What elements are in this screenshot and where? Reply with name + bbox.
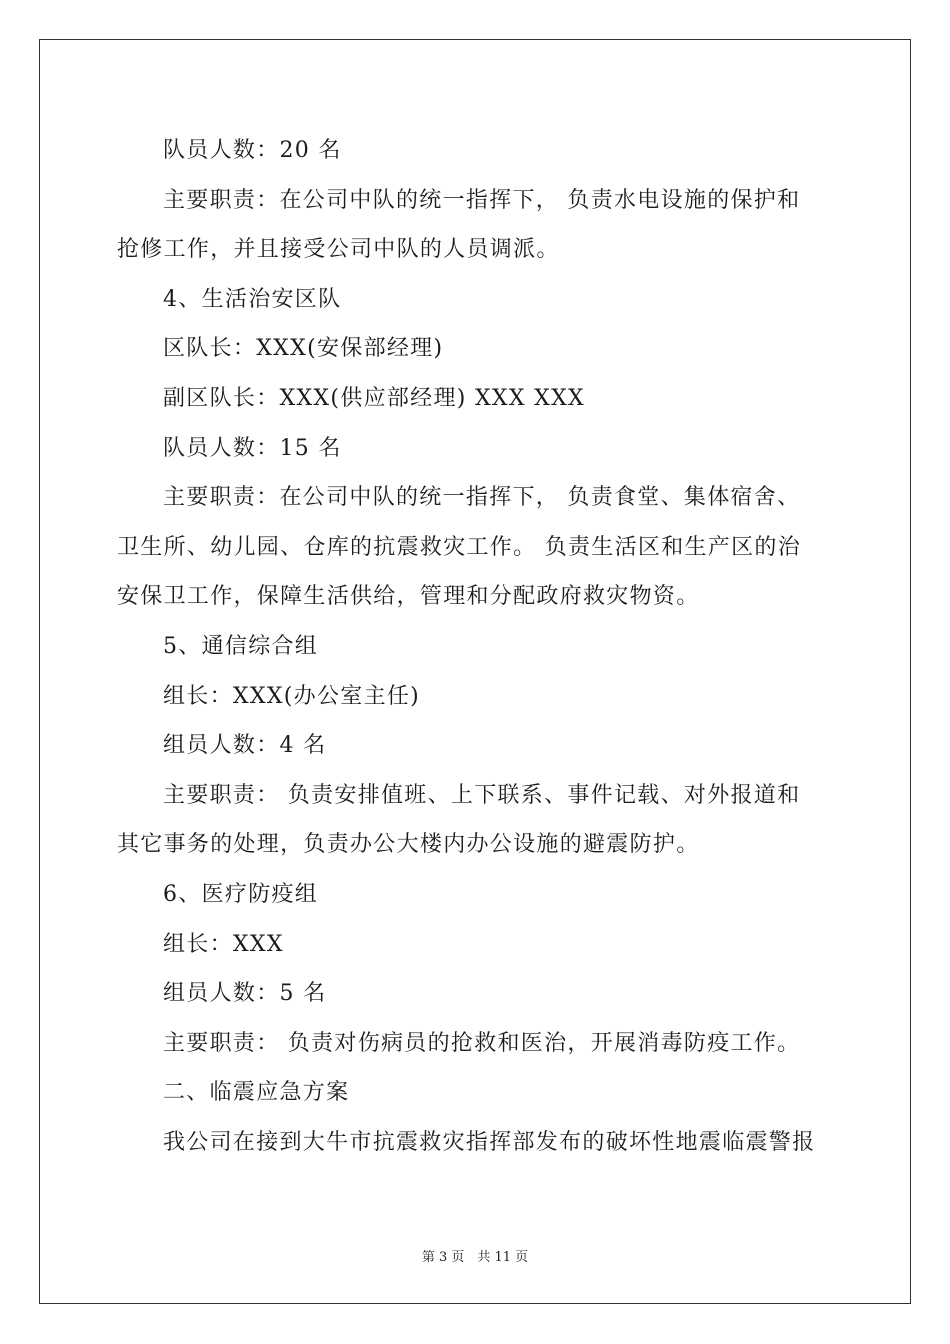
section-heading: 6、医疗防疫组 bbox=[163, 881, 319, 907]
text-line: 队员人数：20 名 bbox=[163, 138, 342, 163]
text-line: 抢修工作，并且接受公司中队的人员调派。 bbox=[117, 237, 560, 263]
text-line: 安保卫工作，保障生活供给，管理和分配政府救灾物资。 bbox=[117, 584, 700, 610]
text-line: 我公司在接到大牛市抗震救灾指挥部发布的破坏性地震临震警报 bbox=[163, 1129, 816, 1155]
section-heading: 4、生活治安区队 bbox=[163, 286, 342, 312]
text-line: 组员人数：4 名 bbox=[163, 733, 327, 759]
text-line: 主要职责：在公司中队的统一指挥下， 负责水电设施的保护和 bbox=[163, 187, 801, 213]
document-body bbox=[117, 126, 833, 1167]
text-line: 组长：XXX(办公室主任) bbox=[163, 683, 421, 709]
text-line: 队员人数：15 名 bbox=[163, 435, 342, 461]
text-line: 主要职责：在公司中队的统一指挥下， 负责食堂、集体宿舍、 bbox=[163, 485, 801, 511]
text-line: 主要职责： 负责安排值班、上下联系、事件记载、对外报道和 bbox=[163, 782, 801, 808]
page-footer: 第 3 页 共 11 页 bbox=[421, 1250, 529, 1265]
text-line: 副区队长：XXX(供应部经理) XXX XXX bbox=[163, 385, 586, 411]
text-line: 区队长：XXX(安保部经理) bbox=[163, 336, 444, 362]
text-line: 组员人数：5 名 bbox=[163, 981, 327, 1007]
text-line: 组长：XXX bbox=[163, 931, 284, 957]
section-heading: 5、通信综合组 bbox=[163, 633, 319, 659]
text-line: 卫生所、幼儿园、仓库的抗震救灾工作。 负责生活区和生产区的治 bbox=[117, 534, 801, 560]
text-line: 其它事务的处理，负责办公大楼内办公设施的避震防护。 bbox=[117, 832, 700, 858]
text-line: 主要职责： 负责对伤病员的抢救和医治，开展消毒防疫工作。 bbox=[163, 1030, 801, 1056]
section-heading: 二、临震应急方案 bbox=[163, 1080, 350, 1106]
